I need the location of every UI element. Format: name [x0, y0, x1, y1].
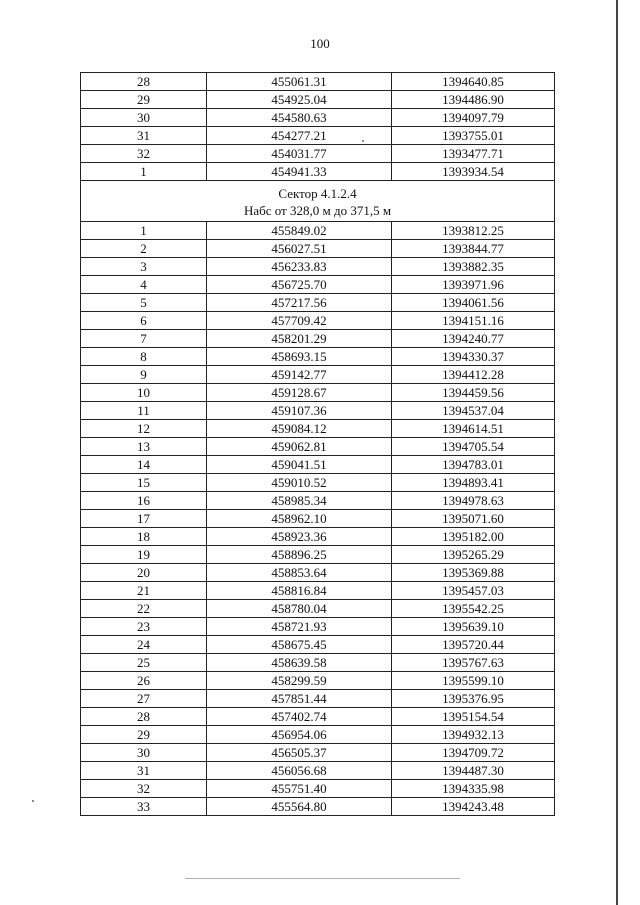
table-row [81, 528, 555, 546]
x-coordinate-cell: 459084.12 [207, 420, 392, 438]
page-number: 100 [310, 36, 330, 51]
point-number-cell: 9 [81, 366, 207, 384]
scan-speck [362, 140, 364, 142]
table-row [81, 276, 555, 294]
x-coordinate-cell: 459041.51 [207, 456, 392, 474]
table-row [81, 690, 555, 708]
x-coordinate-cell: 456027.51 [207, 240, 392, 258]
point-number-cell: 31 [81, 762, 207, 780]
x-coordinate-cell: 458675.45 [207, 636, 392, 654]
point-number-cell: 28 [81, 73, 207, 91]
point-number-cell: 19 [81, 546, 207, 564]
point-number-cell: 16 [81, 492, 207, 510]
y-coordinate-cell: 1393844.77 [392, 240, 555, 258]
x-coordinate-cell: 456954.06 [207, 726, 392, 744]
point-number-cell: 25 [81, 654, 207, 672]
y-coordinate-cell: 1393971.96 [392, 276, 555, 294]
y-coordinate-cell: 1393812.25 [392, 222, 555, 240]
table-row [81, 546, 555, 564]
y-coordinate-cell: 1394061.56 [392, 294, 555, 312]
x-coordinate-cell: 456725.70 [207, 276, 392, 294]
x-coordinate-cell: 458693.15 [207, 348, 392, 366]
x-coordinate-cell: 456056.68 [207, 762, 392, 780]
table-row [81, 258, 555, 276]
x-coordinate-cell: 459062.81 [207, 438, 392, 456]
point-number-cell: 21 [81, 582, 207, 600]
x-coordinate-cell: 458721.93 [207, 618, 392, 636]
table-row [81, 163, 555, 181]
point-number-cell: 24 [81, 636, 207, 654]
table-row [81, 145, 555, 163]
y-coordinate-cell: 1394412.28 [392, 366, 555, 384]
x-coordinate-cell: 458780.04 [207, 600, 392, 618]
x-coordinate-cell: 454941.33 [207, 163, 392, 181]
table-row [81, 312, 555, 330]
y-coordinate-cell: 1394486.90 [392, 91, 555, 109]
table-row [81, 600, 555, 618]
table-row [81, 91, 555, 109]
sector-title: Сектор 4.1.2.4 [278, 186, 357, 201]
y-coordinate-cell: 1394640.85 [392, 73, 555, 91]
y-coordinate-cell: 1393477.71 [392, 145, 555, 163]
x-coordinate-cell: 457402.74 [207, 708, 392, 726]
x-coordinate-cell: 455849.02 [207, 222, 392, 240]
x-coordinate-cell: 458962.10 [207, 510, 392, 528]
table-row [81, 384, 555, 402]
x-coordinate-cell: 459142.77 [207, 366, 392, 384]
point-number-cell: 29 [81, 91, 207, 109]
y-coordinate-cell: 1394487.30 [392, 762, 555, 780]
x-coordinate-cell: 455564.80 [207, 798, 392, 816]
x-coordinate-cell: 458923.36 [207, 528, 392, 546]
x-coordinate-cell: 458639.58 [207, 654, 392, 672]
y-coordinate-cell: 1395720.44 [392, 636, 555, 654]
table-row [81, 420, 555, 438]
x-coordinate-cell: 458299.59 [207, 672, 392, 690]
point-number-cell: 2 [81, 240, 207, 258]
table-row [81, 636, 555, 654]
point-number-cell: 1 [81, 222, 207, 240]
point-number-cell: 18 [81, 528, 207, 546]
y-coordinate-cell: 1393934.54 [392, 163, 555, 181]
point-number-cell: 4 [81, 276, 207, 294]
point-number-cell: 5 [81, 294, 207, 312]
point-number-cell: 33 [81, 798, 207, 816]
y-coordinate-cell: 1394614.51 [392, 420, 555, 438]
point-number-cell: 30 [81, 744, 207, 762]
x-coordinate-cell: 458896.25 [207, 546, 392, 564]
table-row [81, 294, 555, 312]
y-coordinate-cell: 1395182.00 [392, 528, 555, 546]
point-number-cell: 31 [81, 127, 207, 145]
y-coordinate-cell: 1394705.54 [392, 438, 555, 456]
point-number-cell: 12 [81, 420, 207, 438]
y-coordinate-cell: 1394335.98 [392, 780, 555, 798]
x-coordinate-cell: 455061.31 [207, 73, 392, 91]
y-coordinate-cell: 1395369.88 [392, 564, 555, 582]
y-coordinate-cell: 1395376.95 [392, 690, 555, 708]
scan-speck [32, 800, 34, 802]
y-coordinate-cell: 1395599.10 [392, 672, 555, 690]
sector-header-section [81, 181, 555, 222]
table-row [81, 109, 555, 127]
x-coordinate-cell: 455751.40 [207, 780, 392, 798]
x-coordinate-cell: 456233.83 [207, 258, 392, 276]
x-coordinate-cell: 458853.64 [207, 564, 392, 582]
table-row [81, 402, 555, 420]
x-coordinate-cell: 454580.63 [207, 109, 392, 127]
point-number-cell: 10 [81, 384, 207, 402]
x-coordinate-cell: 454925.04 [207, 91, 392, 109]
point-number-cell: 30 [81, 109, 207, 127]
table-row [81, 798, 555, 816]
table-row [81, 348, 555, 366]
table-row [81, 456, 555, 474]
y-coordinate-cell: 1395639.10 [392, 618, 555, 636]
scan-artifact-line [185, 878, 460, 879]
x-coordinate-cell: 458201.29 [207, 330, 392, 348]
point-number-cell: 22 [81, 600, 207, 618]
table-row [81, 330, 555, 348]
sector-header-row [81, 181, 555, 222]
table-section-sector [81, 222, 555, 816]
point-number-cell: 13 [81, 438, 207, 456]
y-coordinate-cell: 1394240.77 [392, 330, 555, 348]
point-number-cell: 29 [81, 726, 207, 744]
table-row [81, 222, 555, 240]
y-coordinate-cell: 1394243.48 [392, 798, 555, 816]
table-row [81, 780, 555, 798]
point-number-cell: 6 [81, 312, 207, 330]
y-coordinate-cell: 1395071.60 [392, 510, 555, 528]
x-coordinate-cell: 457851.44 [207, 690, 392, 708]
table-row [81, 744, 555, 762]
x-coordinate-cell: 456505.37 [207, 744, 392, 762]
y-coordinate-cell: 1395265.29 [392, 546, 555, 564]
y-coordinate-cell: 1394932.13 [392, 726, 555, 744]
y-coordinate-cell: 1394151.16 [392, 312, 555, 330]
table-row [81, 73, 555, 91]
table-row [81, 708, 555, 726]
point-number-cell: 15 [81, 474, 207, 492]
x-coordinate-cell: 459128.67 [207, 384, 392, 402]
point-number-cell: 20 [81, 564, 207, 582]
point-number-cell: 1 [81, 163, 207, 181]
point-number-cell: 7 [81, 330, 207, 348]
table-row [81, 564, 555, 582]
point-number-cell: 8 [81, 348, 207, 366]
y-coordinate-cell: 1394978.63 [392, 492, 555, 510]
table-row [81, 762, 555, 780]
point-number-cell: 28 [81, 708, 207, 726]
x-coordinate-cell: 459107.36 [207, 402, 392, 420]
y-coordinate-cell: 1394893.41 [392, 474, 555, 492]
y-coordinate-cell: 1393882.35 [392, 258, 555, 276]
y-coordinate-cell: 1395542.25 [392, 600, 555, 618]
x-coordinate-cell: 459010.52 [207, 474, 392, 492]
table-row [81, 672, 555, 690]
y-coordinate-cell: 1395457.03 [392, 582, 555, 600]
y-coordinate-cell: 1394330.37 [392, 348, 555, 366]
table-row [81, 510, 555, 528]
y-coordinate-cell: 1394097.79 [392, 109, 555, 127]
x-coordinate-cell: 454277.21 [207, 127, 392, 145]
point-number-cell: 11 [81, 402, 207, 420]
table-section-previous [81, 73, 555, 181]
table-row [81, 240, 555, 258]
table-row [81, 618, 555, 636]
table-row [81, 582, 555, 600]
sector-header-cell [81, 181, 555, 222]
sector-height-range: Набс от 328,0 м до 371,5 м [243, 203, 392, 218]
y-coordinate-cell: 1394537.04 [392, 402, 555, 420]
point-number-cell: 3 [81, 258, 207, 276]
point-number-cell: 26 [81, 672, 207, 690]
table-row [81, 492, 555, 510]
table-row [81, 127, 555, 145]
x-coordinate-cell: 454031.77 [207, 145, 392, 163]
y-coordinate-cell: 1394459.56 [392, 384, 555, 402]
x-coordinate-cell: 458985.34 [207, 492, 392, 510]
point-number-cell: 32 [81, 780, 207, 798]
point-number-cell: 32 [81, 145, 207, 163]
table-row [81, 726, 555, 744]
point-number-cell: 17 [81, 510, 207, 528]
table-row [81, 366, 555, 384]
point-number-cell: 23 [81, 618, 207, 636]
point-number-cell: 27 [81, 690, 207, 708]
y-coordinate-cell: 1393755.01 [392, 127, 555, 145]
table-row [81, 438, 555, 456]
y-coordinate-cell: 1395767.63 [392, 654, 555, 672]
table-row [81, 654, 555, 672]
table-row [81, 474, 555, 492]
coordinates-table [80, 72, 555, 816]
x-coordinate-cell: 457217.56 [207, 294, 392, 312]
x-coordinate-cell: 458816.84 [207, 582, 392, 600]
y-coordinate-cell: 1394709.72 [392, 744, 555, 762]
y-coordinate-cell: 1395154.54 [392, 708, 555, 726]
point-number-cell: 14 [81, 456, 207, 474]
x-coordinate-cell: 457709.42 [207, 312, 392, 330]
y-coordinate-cell: 1394783.01 [392, 456, 555, 474]
scan-page-edge [616, 0, 618, 905]
